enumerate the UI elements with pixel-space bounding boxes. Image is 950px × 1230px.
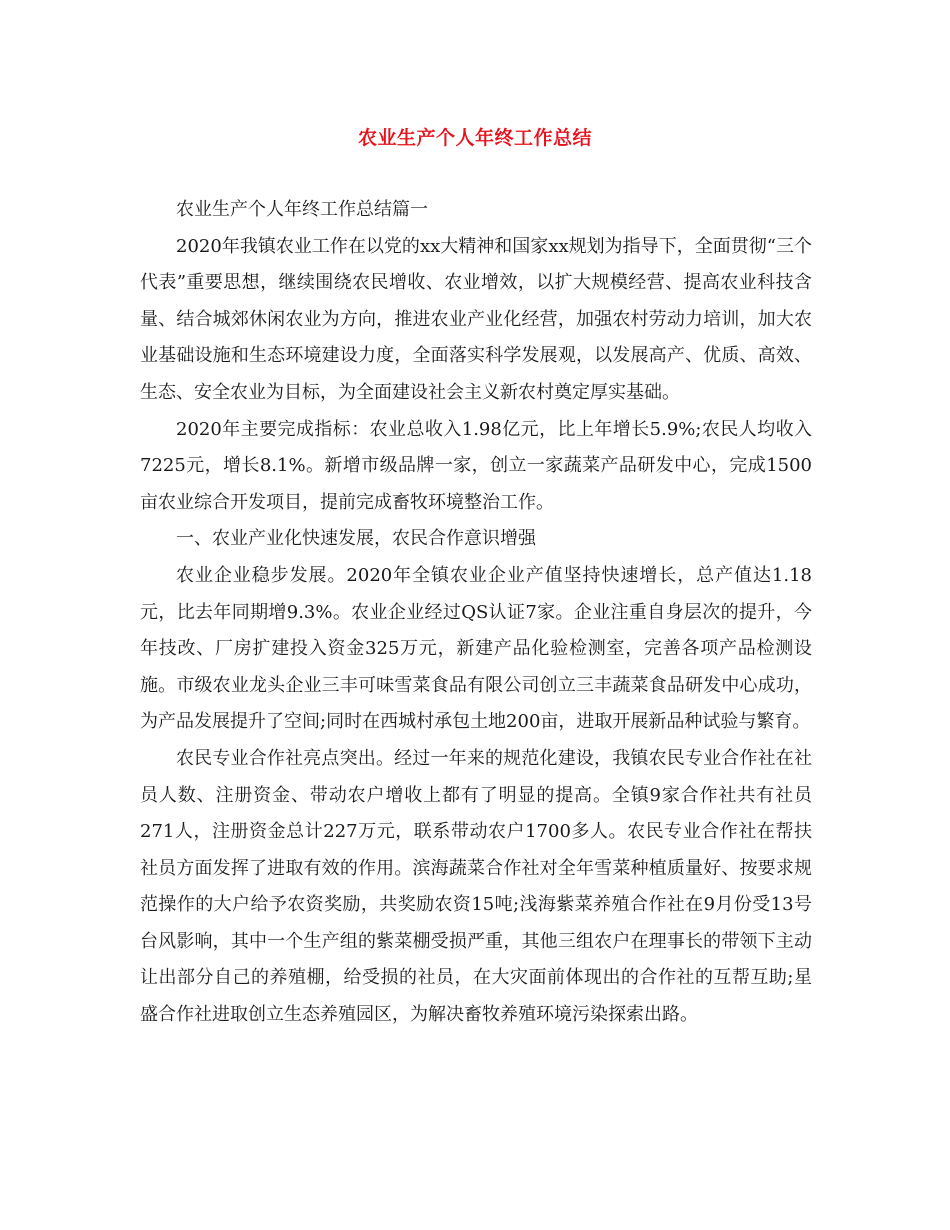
enterprise-paragraph: 农业企业稳步发展。2020年全镇农业企业产值坚持快速增长，总产值达1.18元，比去年同期增9.3%。农业企业经过QS认证7家。企业注重自身层次的提升，今年技改、厂房扩建投入资金325万元，新建产品化验检测室，完善各项产品检测设施。市级农业龙头企业三丰可味雪菜食品有限公司创立三丰蔬菜食品研发中心成功，为产品发展提升了空间;同时在西城村承包土地200亩，进取开展新品种试验与繁育。 (140, 564, 812, 733)
document-body (140, 192, 812, 1034)
intro-paragraph: 2020年我镇农业工作在以党的xx大精神和国家xx规划为指导下，全面贯彻“三个代表”重要思想，继续围绕农民增收、农业增效，以扩大规模经营、提高农业科技含量、结合城郊休闲农业为方向，推进农业产业化经营，加强农村劳动力培训，加大农业基础设施和生态环境建设力度，全面落实科学发展观，以发展高产、优质、高效、生态、安全农业为目标，为全面建设社会主义新农村奠定厚实基础。 (140, 235, 812, 403)
indicators-paragraph: 2020年主要完成指标：农业总收入1.98亿元，比上年增长5.9%;农民人均收入7225元，增长8.1%。新增市级品牌一家，创立一家蔬菜产品研发中心，完成1500亩农业综合开发项目，提前完成畜牧环境整治工作。 (140, 418, 812, 513)
cooperative-paragraph: 农民专业合作社亮点突出。经过一年来的规范化建设，我镇农民专业合作社在社员人数、注册资金、带动农户增收上都有了明显的提高。全镇9家合作社共有社员271人，注册资金总计227万元，联系带动农户1700多人。农民专业合作社在帮扶社员方面发挥了进取有效的作用。滨海蔬菜合作社对全年雪菜种植质量好、按要求规范操作的大户给予农资奖励，共奖励农资15吨;浅海紫菜养殖合作社在9月份受13号台风影响，其中一个生产组的紫菜棚受损严重，其他三组农户在理事长的带领下主动让出部分自己的养殖棚，给受损的社员，在大灾面前体现出的合作社的互帮互助;星盛合作社进取创立生态养殖园区，为解决畜牧养殖环境污染探索出路。 (140, 747, 812, 1026)
document-title: 农业生产个人年终工作总结 (357, 127, 592, 149)
section-heading-part-one: 农业生产个人年终工作总结篇一 (176, 199, 428, 220)
subheading-industrialization: 一、农业产业化快速发展，农民合作意识增强 (176, 528, 536, 550)
